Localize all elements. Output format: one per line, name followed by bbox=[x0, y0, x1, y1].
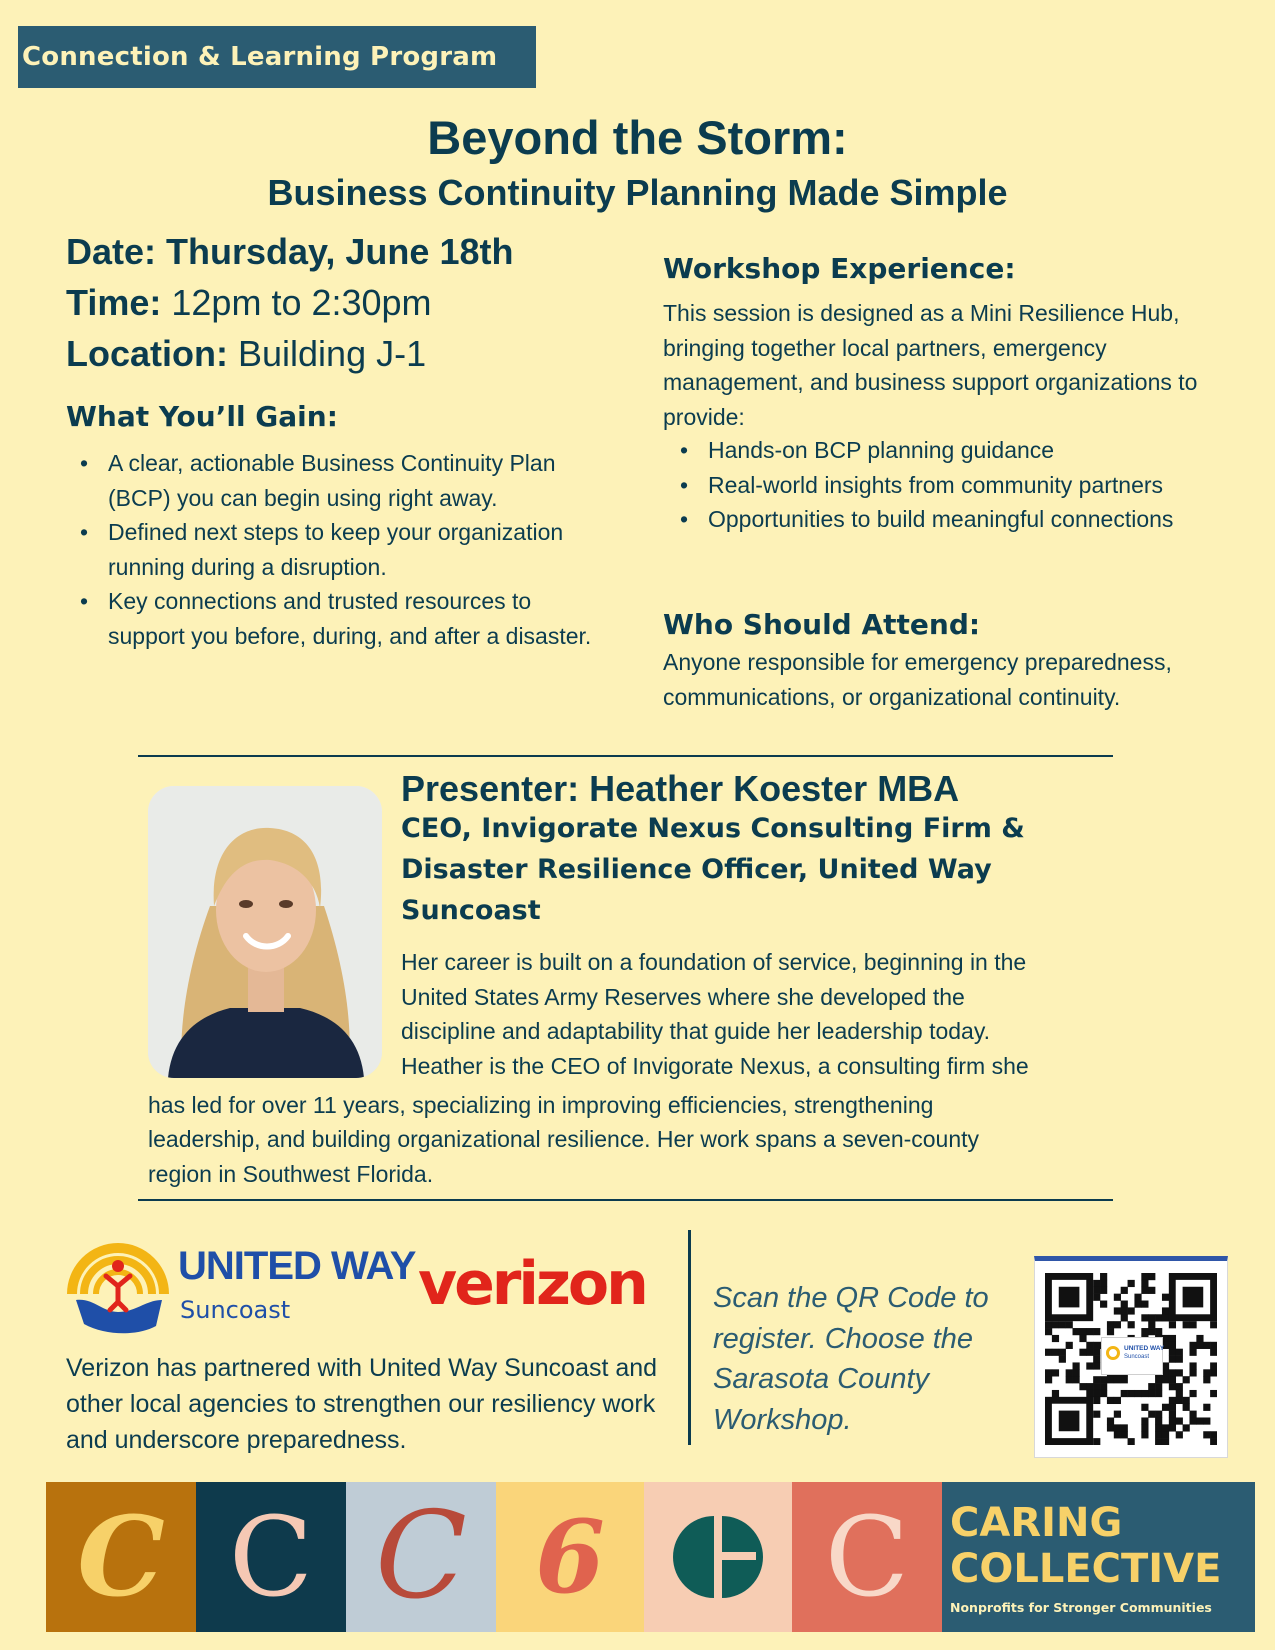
script-c-icon: C bbox=[77, 1492, 165, 1621]
united-way-logo bbox=[66, 1236, 416, 1340]
qr-center-logo: UNITED WAY Suncoast bbox=[1101, 1337, 1163, 1375]
workshop-description: This session is designed as a Mini Resilience Hub, bringing together local partners, emergency management, and business support organizations to provide: bbox=[663, 300, 1198, 430]
list-item: • Opportunities to build meaningful connections bbox=[680, 502, 1220, 537]
presenter-photo bbox=[148, 786, 382, 1078]
verizon-logo: verizon bbox=[418, 1249, 646, 1319]
page-title: Beyond the Storm: bbox=[427, 111, 848, 164]
date-value: Thursday, June 18th bbox=[166, 231, 514, 272]
bold-c-icon: C bbox=[824, 1493, 910, 1621]
date-label: Date: bbox=[66, 231, 157, 272]
footer-tile-5 bbox=[644, 1482, 792, 1632]
united-way-emblem-icon bbox=[66, 1236, 170, 1340]
workshop-list bbox=[680, 433, 1220, 537]
portrait-icon bbox=[148, 786, 382, 1078]
bio-line: United States Army Reserves where she developed the bbox=[401, 984, 965, 1010]
presenter-role: CEO, Invigorate Nexus Consulting Firm & Disaster Resilience Officer, United Way Suncoast bbox=[401, 813, 1025, 926]
divider-top bbox=[138, 755, 1113, 757]
serif-c-icon: C bbox=[228, 1493, 314, 1621]
brand-line-1: CARING bbox=[950, 1500, 1123, 1546]
swirl-c-icon: 6 bbox=[535, 1498, 605, 1616]
bio-line: Heather is the CEO of Invigorate Nexus, a consulting firm she bbox=[401, 1053, 1029, 1079]
bio-line: Her career is built on a foundation of service, beginning in the bbox=[401, 949, 1027, 975]
event-location bbox=[66, 328, 646, 379]
workshop-heading: Workshop Experience: bbox=[663, 252, 1016, 285]
list-item: • Hands-on BCP planning guidance bbox=[680, 433, 1220, 468]
attend-description: Anyone responsible for emergency preparedness, communications, or organizational continuity. bbox=[663, 649, 1172, 710]
brand-tagline: Nonprofits for Stronger Communities bbox=[950, 1600, 1212, 1615]
divider-bottom bbox=[138, 1199, 1113, 1201]
brand-name bbox=[950, 1500, 1221, 1592]
footer-tile-4 bbox=[496, 1482, 644, 1632]
united-way-region: Suncoast bbox=[180, 1296, 291, 1324]
event-info bbox=[66, 226, 646, 379]
footer-tile-6 bbox=[792, 1482, 942, 1632]
calligraphic-c-icon: C bbox=[375, 1487, 467, 1626]
bio-line: has led for over 11 years, specializing in improving efficiencies, strengthening bbox=[148, 1092, 934, 1118]
page-subtitle: Business Continuity Planning Made Simple bbox=[267, 172, 1008, 213]
time-label: Time: bbox=[66, 282, 162, 323]
bio-line: region in Southwest Florida. bbox=[148, 1161, 434, 1187]
brand-line-2: COLLECTIVE bbox=[950, 1546, 1222, 1592]
program-badge: Connection & Learning Program bbox=[18, 26, 536, 88]
qr-instructions: Scan the QR Code to register. Choose the Sarasota County Workshop. bbox=[713, 1282, 989, 1436]
event-time bbox=[66, 277, 646, 328]
list-item: • Key connections and trusted resources to support you before, during, and after a disaster. bbox=[80, 584, 600, 653]
vertical-divider bbox=[688, 1230, 691, 1445]
time-value: 12pm to 2:30pm bbox=[171, 282, 432, 323]
footer-tile-3 bbox=[346, 1482, 496, 1632]
list-item: • Real-world insights from community partners bbox=[680, 468, 1220, 503]
presenter-name: Presenter: Heather Koester MBA bbox=[401, 768, 960, 809]
footer-tile-2 bbox=[196, 1482, 346, 1632]
event-date bbox=[66, 226, 646, 277]
list-item: • Defined next steps to keep your organization running during a disruption. bbox=[80, 515, 600, 584]
attend-heading: Who Should Attend: bbox=[663, 608, 981, 641]
bio-line: leadership, and building organizational resilience. Her work spans a seven-county bbox=[148, 1126, 980, 1152]
partner-description: Verizon has partnered with United Way Suncoast and other local agencies to strengthen our resiliency work and underscore preparedness. bbox=[66, 1354, 658, 1454]
location-value: Building J-1 bbox=[238, 333, 427, 374]
gain-heading: What You’ll Gain: bbox=[66, 400, 338, 433]
registration-qr-code[interactable] bbox=[1034, 1256, 1228, 1458]
united-way-mini-icon bbox=[1106, 1346, 1120, 1360]
footer-tile-1 bbox=[46, 1482, 196, 1632]
caring-collective-logo bbox=[942, 1482, 1255, 1632]
split-circle-icon bbox=[644, 1482, 792, 1632]
bio-line: discipline and adaptability that guide her leadership today. bbox=[401, 1018, 991, 1044]
gain-list bbox=[80, 446, 600, 653]
united-way-name: UNITED WAY bbox=[178, 1244, 416, 1288]
location-label: Location: bbox=[66, 333, 228, 374]
list-item: • A clear, actionable Business Continuity Plan (BCP) you can begin using right away. bbox=[80, 446, 600, 515]
